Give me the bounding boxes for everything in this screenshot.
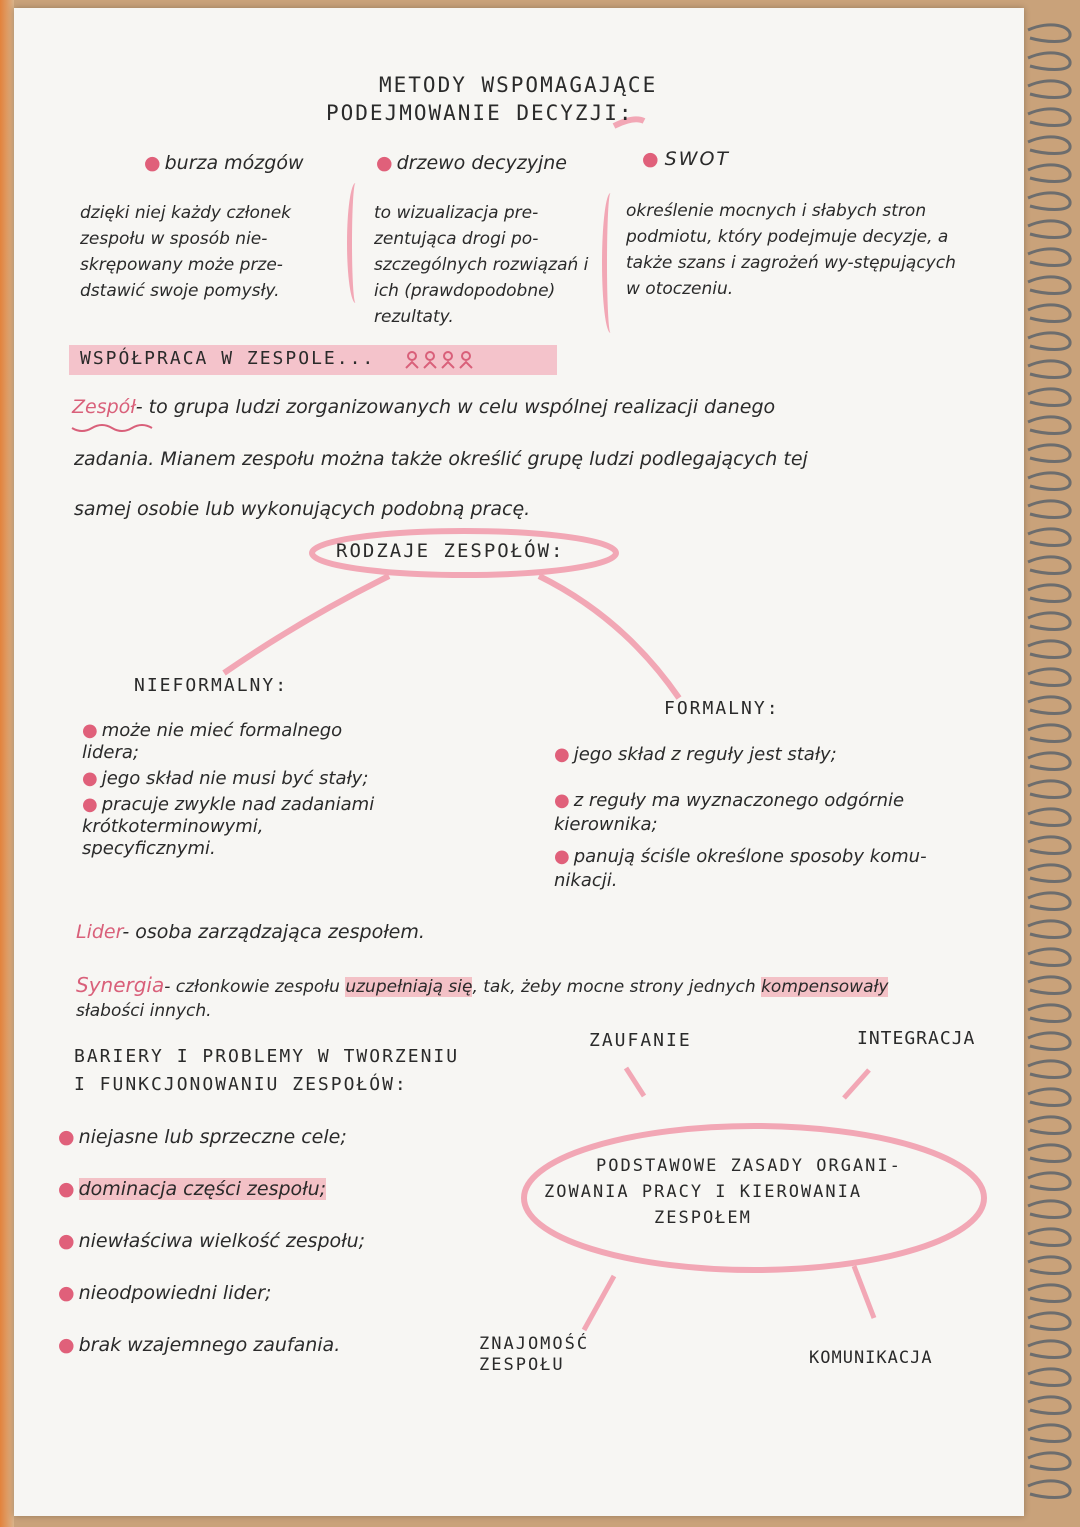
list-item: ● niewłaściwa wielkość zespołu; [58, 1230, 366, 1252]
branch-komunikacja: KOMUNIKACJA [809, 1348, 933, 1368]
bullet-icon: ● [58, 1334, 75, 1356]
definition-line2: zadania. Mianem zespołu można także określić grupę ludzi podlegających tej [74, 448, 808, 470]
spiral-ring [1028, 1313, 1070, 1330]
spiral-ring [1028, 781, 1070, 798]
informal-list [82, 720, 402, 860]
spiral-ring [1028, 1397, 1070, 1414]
method-brainstorm [144, 152, 304, 176]
spiral-ring [1028, 1369, 1070, 1386]
spiral-ring [1028, 1061, 1070, 1078]
method-decision-tree [376, 152, 567, 176]
spiral-ring [1028, 1341, 1070, 1358]
spiral-ring [1028, 1145, 1070, 1162]
spiral-ring [1028, 1089, 1070, 1106]
spiral-ring [1028, 1257, 1070, 1274]
branch-informal [224, 576, 389, 673]
list-item: ● panują ściśle określone sposoby komu-nikacji. [554, 846, 927, 891]
spiral-ring [1028, 277, 1070, 294]
spiral-ring [1028, 641, 1070, 658]
spiral-ring [1028, 977, 1070, 994]
bullet-icon: ● [82, 720, 98, 741]
bullet-icon: ● [554, 846, 570, 867]
principles-center-line2: ZOWANIA PRACY I KIEROWANIA [544, 1182, 863, 1202]
spiral-ring [1028, 417, 1070, 434]
barriers-list [58, 1126, 518, 1386]
spiral-ring [1028, 81, 1070, 98]
highlight: uzupełniają się [345, 977, 473, 997]
spiral-ring [1028, 501, 1070, 518]
brace [347, 183, 364, 303]
title-line1: METODY WSPOMAGAJĄCE [379, 73, 658, 97]
list-item: ● niejasne lub sprzeczne cele; [58, 1126, 347, 1148]
method-name: drzewo decyzyjne [396, 152, 567, 174]
formal-list [554, 743, 954, 893]
spiral-ring [1028, 25, 1070, 42]
section-heading: WSPÓŁPRACA W ZESPOLE... [80, 348, 376, 369]
method-desc-tree: to wizualizacja pre-zentująca drogi po-szczególnych rozwiązań i ich (prawdopodobne) rezultaty. [374, 203, 589, 327]
spiral-ring [1028, 529, 1070, 546]
list-item: ● nieodpowiedni lider; [58, 1282, 272, 1304]
formal-label: FORMALNY: [664, 698, 780, 719]
spiral-ring [1028, 221, 1070, 238]
spiral-ring [1028, 557, 1070, 574]
spiral-ring [1028, 1229, 1070, 1246]
spiral-ring [1028, 305, 1070, 322]
method-desc-brainstorm: dzięki niej każdy członek zespołu w sposób nie-skrępowany może prze-dstawić swoje pomysły. [80, 203, 292, 301]
definition-term: Zespół [72, 396, 136, 418]
bullet-icon: ● [554, 790, 570, 811]
spiral-ring [1028, 333, 1070, 350]
spiral-ring [1028, 865, 1070, 882]
principles-center-line3: ZESPOŁEM [654, 1208, 752, 1228]
highlight: kompensowały [761, 977, 889, 997]
spiral-ring [1028, 753, 1070, 770]
spiral-ring [1028, 921, 1070, 938]
spiral-ring [1028, 165, 1070, 182]
method-name: SWOT [664, 148, 731, 170]
spiral-ring [1028, 137, 1070, 154]
spiral-ring [1028, 725, 1070, 742]
bullet-icon: ● [376, 152, 393, 174]
spiral-ring [1028, 1117, 1070, 1134]
line-integracja [844, 1070, 869, 1098]
synergy-term: Synergia [76, 973, 165, 997]
spiral-ring [1028, 389, 1070, 406]
branch-integracja: INTEGRACJA [857, 1028, 976, 1049]
spiral-ring [1028, 473, 1070, 490]
spiral-ring [1028, 361, 1070, 378]
definition-line3: samej osobie lub wykonujących podobną pracę. [74, 498, 531, 520]
bullet-icon: ● [58, 1178, 75, 1200]
bullet-icon: ● [642, 148, 661, 170]
definition-text: - to grupa ludzi zorganizowanych w celu wspólnej realizacji danego [135, 396, 776, 418]
branch-zaufanie: ZAUFANIE [589, 1030, 692, 1051]
list-item: ● dominacja części zespołu; [58, 1178, 327, 1200]
bullet-icon: ● [58, 1282, 75, 1304]
spiral-ring [1028, 1425, 1070, 1442]
method-name: burza mózgów [164, 152, 304, 174]
term-underline [72, 425, 152, 431]
branch-formal [539, 576, 679, 698]
bullet-icon: ● [144, 152, 161, 174]
leader-term: Lider [76, 921, 123, 943]
leader-definition: Lider- osoba zarządzająca zespołem. [76, 921, 425, 943]
list-item: ● może nie mieć formalnego lidera; [82, 720, 343, 763]
informal-label: NIEFORMALNY: [134, 675, 289, 696]
spiral-binding [1020, 20, 1080, 1510]
spiral-ring [1028, 1033, 1070, 1050]
method-desc-swot: określenie mocnych i słabych stron podmiotu, który podejmuje decyzje, a także szans i zagrożeń wy-stępujących w otoczeniu. [626, 201, 956, 299]
spiral-ring [1028, 445, 1070, 462]
spiral-ring [1028, 809, 1070, 826]
list-item: ● jego skład nie musi być stały; [82, 768, 369, 789]
line-znajomosc [584, 1276, 614, 1330]
spiral-ring [1028, 109, 1070, 126]
bullet-icon: ● [58, 1126, 75, 1148]
barriers-heading-line2: I FUNKCJONOWANIU ZESPOŁÓW: [74, 1074, 408, 1095]
list-item: ● jego skład z reguły jest stały; [554, 744, 837, 765]
principles-center-line1: PODSTAWOWE ZASADY ORGANI- [596, 1156, 902, 1176]
list-item: ● z reguły ma wyznaczonego odgórnie kierownika; [554, 790, 905, 835]
line-komunikacja [854, 1266, 874, 1318]
spiral-ring [1028, 949, 1070, 966]
spiral-ring [1028, 613, 1070, 630]
bullet-icon: ● [58, 1230, 75, 1252]
page-edge [0, 0, 14, 1527]
spiral-ring [1028, 53, 1070, 70]
title-line2: PODEJMOWANIE DECYZJI: [326, 101, 634, 125]
method-swot [642, 148, 730, 172]
spiral-ring [1028, 1005, 1070, 1022]
spiral-ring [1028, 1453, 1070, 1470]
types-heading: RODZAJE ZESPOŁÓW: [336, 540, 565, 562]
line-zaufanie [626, 1068, 644, 1096]
list-item: ● pracuje zwykle nad zadaniami krótkoterminowymi, specyficznymi. [82, 794, 375, 859]
spiral-ring [1028, 1481, 1070, 1498]
bullet-icon: ● [82, 794, 98, 815]
synergy-definition: Synergia- członkowie zespołu uzupełniają się, tak, żeby mocne strony jednych kompensowały słabości innych. [76, 973, 889, 1021]
spiral-ring [1028, 669, 1070, 686]
barriers-heading-line1: BARIERY I PROBLEMY W TWORZENIU [74, 1046, 460, 1067]
spiral-ring [1028, 893, 1070, 910]
spiral-ring [1028, 1201, 1070, 1218]
bullet-icon: ● [554, 744, 570, 765]
notebook-page [14, 8, 1024, 1516]
spiral-ring [1028, 837, 1070, 854]
definition-line1 [72, 396, 775, 420]
spiral-ring [1028, 193, 1070, 210]
spiral-ring [1028, 697, 1070, 714]
spiral-ring [1028, 585, 1070, 602]
branch-znajomosc: ZNAJOMOŚĆ ZESPOŁU [479, 1334, 590, 1376]
brace [602, 193, 619, 333]
spiral-ring [1028, 249, 1070, 266]
list-item: ● brak wzajemnego zaufania. [58, 1334, 341, 1356]
spiral-ring [1028, 1173, 1070, 1190]
bullet-icon: ● [82, 768, 98, 789]
spiral-ring [1028, 1285, 1070, 1302]
